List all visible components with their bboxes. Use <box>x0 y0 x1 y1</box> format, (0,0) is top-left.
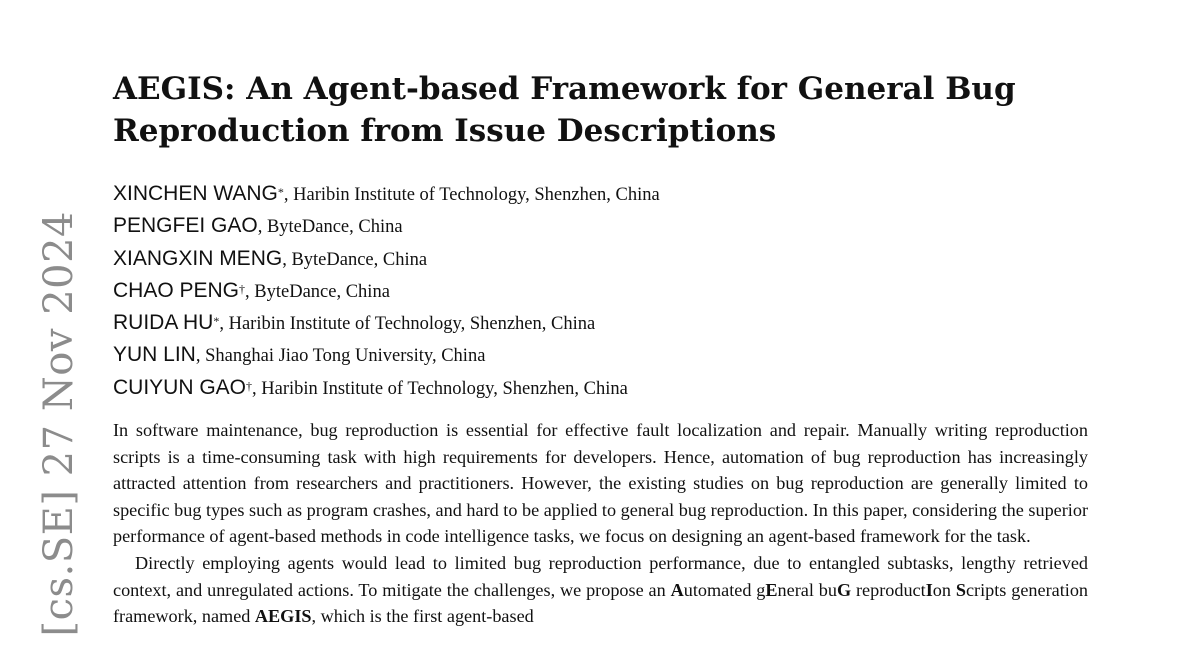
author-affiliation: , Shanghai Jiao Tong University, China <box>195 346 486 367</box>
author-name: XIANGXIN MENG <box>113 246 283 270</box>
acronym-letter: G <box>836 579 852 600</box>
abstract-text: utomated <box>683 579 757 600</box>
author-mark: † <box>239 281 246 296</box>
paper-title <box>113 68 1113 152</box>
arxiv-stamp-text: [cs.SE] 27 Nov 2024 <box>36 211 82 637</box>
author-affiliation: , ByteDance, China <box>245 281 390 302</box>
author-name: CHAO PENG <box>113 278 240 302</box>
acronym-letter: S <box>955 579 966 600</box>
abstract <box>113 417 1088 630</box>
author-entry <box>113 339 1113 371</box>
author-mark: * <box>277 185 284 199</box>
abstract-text: on <box>932 579 956 600</box>
author-name: YUN LIN <box>113 343 196 367</box>
author-affiliation: , Haribin Institute of Technology, Shenzhen, China <box>283 185 660 205</box>
author-affiliation: , Haribin Institute of Technology, Shenzhen, China <box>252 378 628 399</box>
author-entry <box>113 372 1113 404</box>
author-entry <box>113 307 1113 339</box>
author-entry <box>113 178 1113 210</box>
author-affiliation: , Haribin Institute of Technology, Shenzhen, China <box>219 314 596 335</box>
author-name: CUIYUN GAO <box>113 375 247 399</box>
title-line-2: Reproduction from Issue Descriptions <box>113 113 777 149</box>
abstract-paragraph-1: In software maintenance, bug reproduction is essential for effective fault localization and repair. Manually writing reproduction scripts is a time-consuming task with high requirements for developers. Hence, automation of bug reproduction has increasingly attracted attention from researchers and practitioners. However, the existing studies on bug reproduction are generally limited to specific bug types such as program crashes, and hard to be applied to general bug reproduction. In this paper, considering the superior performance of agent-based methods in code intelligence tasks, we focus on designing an agent-based framework for the task. <box>113 420 1088 547</box>
abstract-text: Directly employing agents would lead to limited bug reproduction performance, due to entangled subtasks, lengthy retrieved context, and unregulated actions. To mitigate the challenges, we propose an <box>113 552 1088 600</box>
acronym-letter: I <box>925 579 933 600</box>
abstract-paragraph-2 <box>113 550 1088 630</box>
framework-name: AEGIS <box>254 606 312 627</box>
acronym-letter: E <box>765 579 778 600</box>
author-mark: * <box>213 314 220 329</box>
abstract-text: cripts generation framework, named <box>113 579 1089 627</box>
arxiv-identifier <box>8 206 110 642</box>
author-name: PENGFEI GAO <box>113 214 258 238</box>
author-list <box>113 178 1113 404</box>
abstract-text: reproduct <box>851 579 926 600</box>
author-name: RUIDA HU <box>113 311 214 335</box>
abstract-text: , which is the first agent-based <box>311 606 534 627</box>
abstract-text: neral bu <box>777 579 837 600</box>
abstract-text: g <box>756 579 766 600</box>
author-affiliation: , ByteDance, China <box>282 249 428 270</box>
title-line-1: AEGIS: An Agent-based Framework for General Bug <box>113 71 1016 107</box>
acronym-letter: A <box>670 579 684 600</box>
author-entry <box>113 210 1113 242</box>
author-entry <box>113 275 1113 307</box>
author-entry <box>113 243 1113 275</box>
author-mark: † <box>246 378 253 393</box>
author-affiliation: , ByteDance, China <box>257 217 403 238</box>
author-name: XINCHEN WANG <box>113 182 278 205</box>
